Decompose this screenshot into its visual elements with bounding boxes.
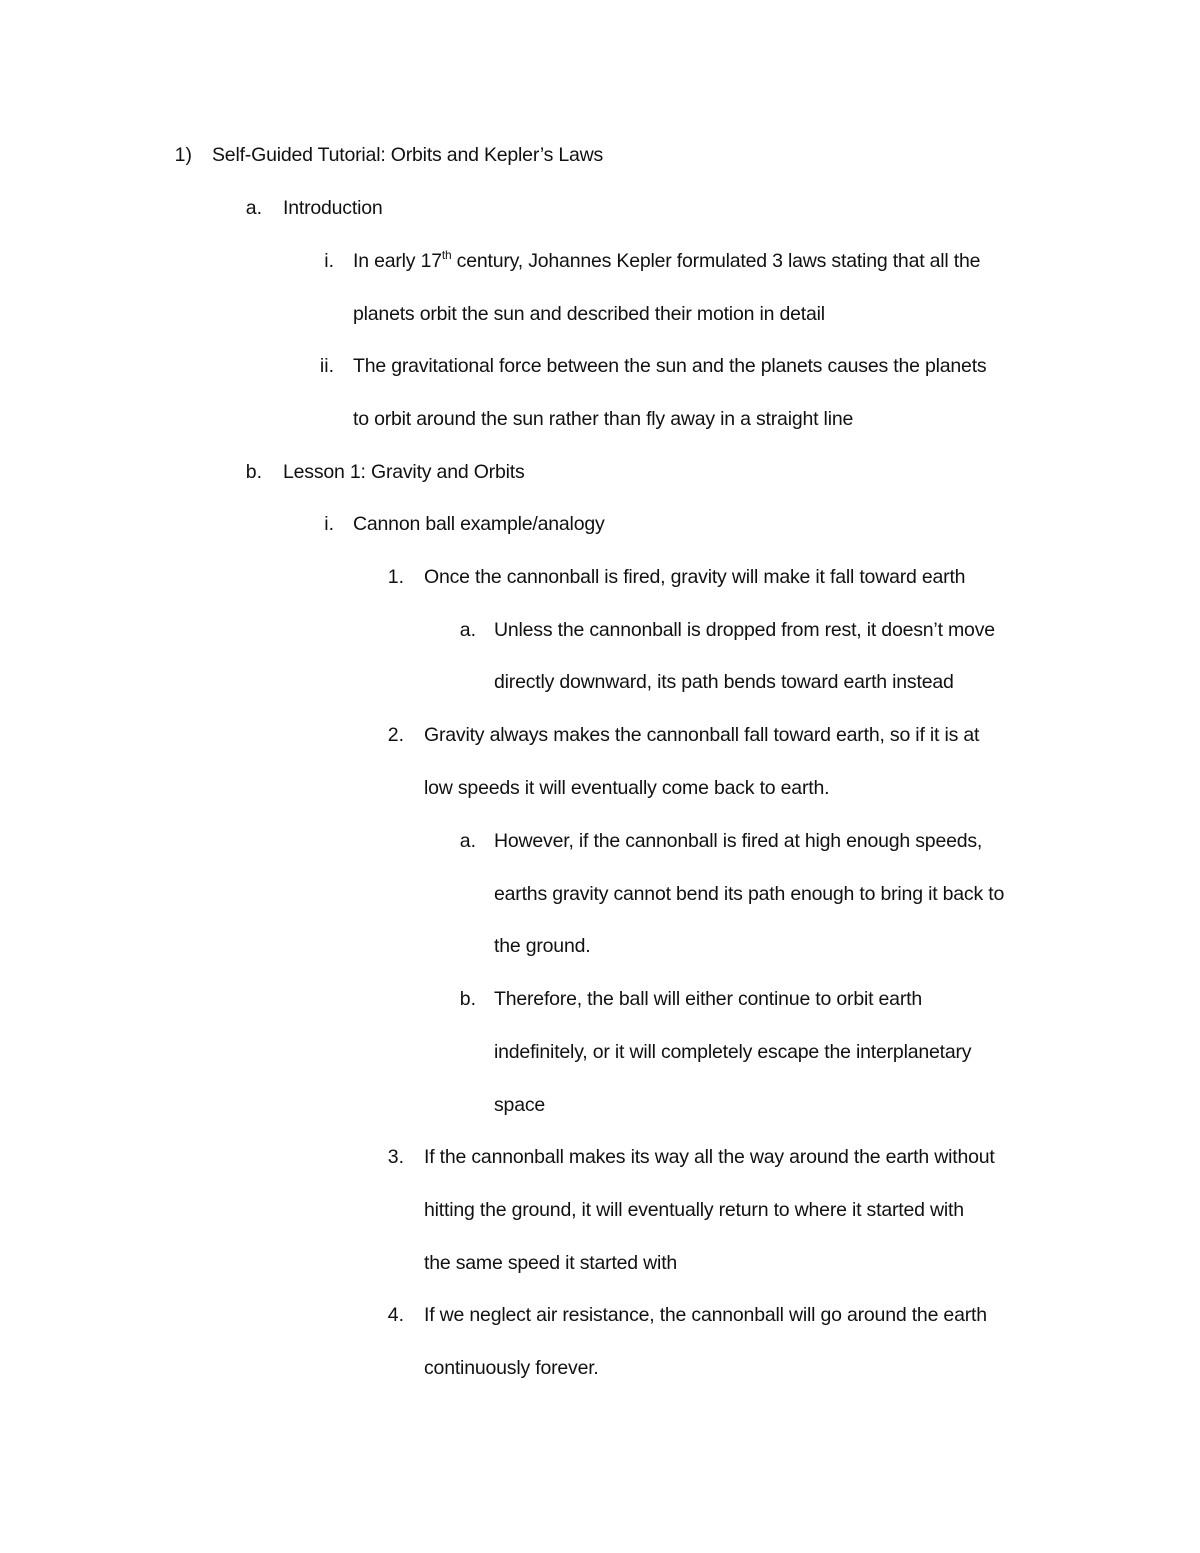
outline-item-continuation: indefinitely, or it will completely escape the interplanetary [494, 1041, 972, 1063]
outline-item-text: Unless the cannonball is dropped from rest, it doesn’t move [494, 619, 995, 641]
outline-marker-level5: a. [459, 830, 476, 852]
text-segment: In early 17 [353, 250, 442, 272]
outline-item-continuation: to orbit around the sun rather than fly away in a straight line [353, 408, 854, 430]
outline-marker-level4: 1. [387, 566, 404, 588]
outline-item-continuation: hitting the ground, it will eventually return to where it started with [424, 1199, 964, 1221]
outline-marker-level4: 4. [387, 1304, 404, 1326]
outline-marker-level2: a. [245, 197, 262, 219]
outline-marker-level3: i. [324, 250, 334, 272]
outline-marker-level3: i. [324, 513, 334, 535]
outline-item-text: If we neglect air resistance, the cannonball will go around the earth [424, 1304, 987, 1326]
outline-item-lesson: Lesson 1: Gravity and Orbits [283, 461, 525, 483]
outline-item-continuation: the same speed it started with [424, 1252, 678, 1274]
outline-marker-level2: b. [245, 461, 262, 483]
outline-item-continuation: continuously forever. [424, 1357, 599, 1379]
outline-marker-level5: b. [459, 988, 476, 1010]
outline-item-continuation: planets orbit the sun and described their motion in detail [353, 303, 825, 325]
superscript: th [441, 248, 452, 262]
outline-marker-level5: a. [459, 619, 476, 641]
outline-item-text: However, if the cannonball is fired at high enough speeds, [494, 830, 983, 852]
text-segment: century, Johannes Kepler formulated 3 laws stating that all the [451, 250, 981, 272]
outline-item-continuation: earths gravity cannot bend its path enough to bring it back to [494, 883, 1005, 905]
outline-item-continuation: space [494, 1094, 546, 1116]
outline-item-text: Gravity always makes the cannonball fall toward earth, so if it is at [424, 724, 980, 746]
outline-item-continuation: the ground. [494, 935, 591, 957]
outline-item-continuation: low speeds it will eventually come back to earth. [424, 777, 830, 799]
outline-marker-level1: 1) [174, 144, 192, 166]
outline-item-text: The gravitational force between the sun and the planets causes the planets [353, 355, 987, 377]
outline-heading: Self-Guided Tutorial: Orbits and Kepler’s Laws [212, 144, 604, 166]
outline-item-introduction: Introduction [283, 197, 383, 219]
outline-marker-level3: ii. [319, 355, 334, 377]
outline-item-text: If the cannonball makes its way all the way around the earth without [424, 1146, 995, 1168]
outline-marker-level4: 2. [387, 724, 404, 746]
outline-item-text: Once the cannonball is fired, gravity will make it fall toward earth [424, 566, 966, 588]
outline-item-text: Therefore, the ball will either continue to orbit earth [494, 988, 922, 1010]
outline-item-continuation: directly downward, its path bends toward earth instead [494, 671, 954, 693]
outline-marker-level4: 3. [387, 1146, 404, 1168]
outline-item-text: Cannon ball example/analogy [353, 513, 605, 535]
outline-item-text [353, 248, 980, 274]
